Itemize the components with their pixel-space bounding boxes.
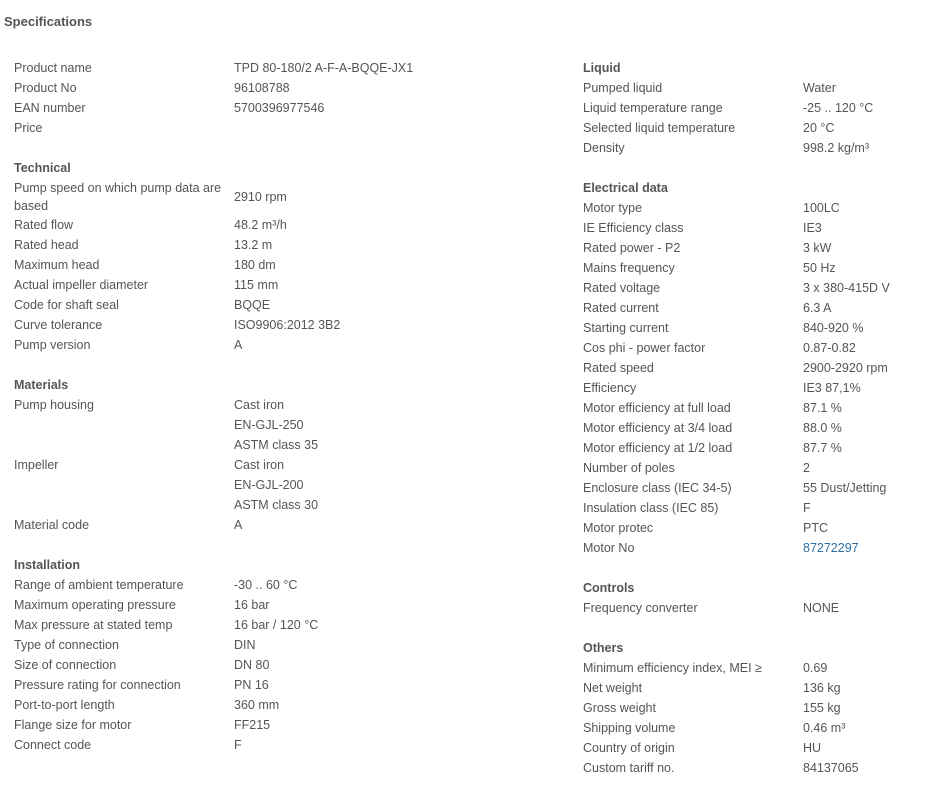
spec-row-enclosure-class-iec-34-5 [583, 478, 923, 498]
spec-value: EN-GJL-200 [234, 478, 304, 492]
spec-row-material-code [14, 515, 554, 535]
spec-label: EAN number [14, 101, 86, 115]
spec-label: Number of poles [583, 461, 675, 475]
spec-row-motor-protec [583, 518, 923, 538]
spec-label: Actual impeller diameter [14, 278, 149, 292]
spec-value: 840-920 % [803, 321, 864, 335]
spec-row-actual-impeller-diameter [14, 275, 554, 295]
spec-value: 100LC [803, 201, 840, 215]
spec-value: 2910 rpm [234, 189, 287, 204]
section-title: Electrical data [583, 181, 668, 195]
spec-value: ISO9906:2012 3B2 [234, 318, 341, 332]
spec-value: 50 Hz [803, 261, 836, 275]
spec-label [14, 415, 234, 435]
spec-label: Motor protec [583, 521, 654, 535]
spec-value: F [234, 738, 242, 752]
spec-row-pump-speed-on-which-pump-data-are-based [14, 178, 554, 215]
spec-label: Density [583, 141, 625, 155]
spec-row-selected-liquid-temperature [583, 118, 923, 138]
spec-value: PTC [803, 521, 828, 535]
spec-label: Custom tariff no. [583, 761, 675, 775]
spec-row-code-for-shaft-seal [14, 295, 554, 315]
spec-row-custom-tariff-no [583, 758, 923, 778]
spec-label: Shipping volume [583, 721, 676, 735]
spec-value: 6.3 A [803, 301, 832, 315]
spec-value: 3 x 380-415D V [803, 281, 890, 295]
spec-label: Insulation class (IEC 85) [583, 501, 719, 515]
spec-label: Rated voltage [583, 281, 661, 295]
spec-label: Frequency converter [583, 601, 698, 615]
spec-row-efficiency [583, 378, 923, 398]
spec-value: 136 kg [803, 681, 841, 695]
spec-value: 87.1 % [803, 401, 842, 415]
spec-value: 84137065 [803, 761, 859, 775]
spec-value: NONE [803, 601, 840, 615]
spec-row-maximum-head [14, 255, 554, 275]
spec-row-starting-current [583, 318, 923, 338]
spec-label: Country of origin [583, 741, 675, 755]
motor-no-link[interactable]: 87272297 [803, 541, 859, 555]
spec-row-connect-code [14, 735, 554, 755]
spec-label: Cos phi - power factor [583, 341, 706, 355]
spec-value: 3 kW [803, 241, 832, 255]
spec-label: Flange size for motor [14, 718, 132, 732]
spec-row-pressure-rating-for-connection [14, 675, 554, 695]
spec-row-frequency-converter [583, 598, 923, 618]
spec-label: IE Efficiency class [583, 221, 684, 235]
spec-row-product-name [14, 58, 554, 78]
spec-label [14, 435, 234, 455]
section-title: Others [583, 641, 624, 655]
spec-label: Motor efficiency at full load [583, 401, 731, 415]
page-title: Specifications [4, 14, 93, 29]
spec-row-motor-efficiency-at-3-4-load [583, 418, 923, 438]
spec-label: Product No [14, 81, 77, 95]
spec-row-rated-speed [583, 358, 923, 378]
spec-value: 16 bar [234, 598, 270, 612]
spec-row-price [14, 118, 554, 138]
spec-row-pump-housing [14, 435, 554, 455]
spec-value: 16 bar / 120 °C [234, 618, 319, 632]
spec-value: Cast iron [234, 458, 285, 472]
spec-row-rated-head [14, 235, 554, 255]
spec-label: Rated power - P2 [583, 241, 681, 255]
spec-row-country-of-origin [583, 738, 923, 758]
spec-row-motor-efficiency-at-1-2-load [583, 438, 923, 458]
spec-row-max-pressure-at-stated-temp [14, 615, 554, 635]
spec-label [14, 475, 234, 495]
spec-label: Rated flow [14, 218, 74, 232]
spec-row-density [583, 138, 923, 158]
spec-row-ie-efficiency-class [583, 218, 923, 238]
spec-row-pump-housing [14, 415, 554, 435]
spec-value: 48.2 m³/h [234, 218, 287, 232]
spec-label: Curve tolerance [14, 318, 103, 332]
spec-row-curve-tolerance [14, 315, 554, 335]
section-title: Technical [14, 161, 71, 175]
spec-row-product-no [14, 78, 554, 98]
spec-value: 5700396977546 [234, 101, 325, 115]
spec-value: F [803, 501, 811, 515]
spec-value [234, 118, 554, 138]
spec-value: 998.2 kg/m³ [803, 141, 870, 155]
spec-value: PN 16 [234, 678, 269, 692]
spec-label: Minimum efficiency index, MEI ≥ [583, 661, 762, 675]
spec-row-net-weight [583, 678, 923, 698]
spec-row-motor-no [583, 538, 923, 558]
spec-label: Rated speed [583, 361, 654, 375]
spec-label: Pumped liquid [583, 81, 663, 95]
spec-label: Starting current [583, 321, 669, 335]
spec-value: Water [803, 81, 836, 95]
spec-label: Efficiency [583, 381, 637, 395]
spec-label: Pump speed on which pump data are based [14, 181, 222, 213]
spec-label: Max pressure at stated temp [14, 618, 173, 632]
spec-value: 180 dm [234, 258, 276, 272]
spec-row-impeller [14, 455, 554, 475]
spec-value: 87.7 % [803, 441, 842, 455]
spec-value: ASTM class 35 [234, 438, 319, 452]
section-title: Materials [14, 378, 69, 392]
spec-row-cos-phi-power-factor [583, 338, 923, 358]
spec-label: Code for shaft seal [14, 298, 119, 312]
spec-label: Motor efficiency at 3/4 load [583, 421, 733, 435]
spec-label: Mains frequency [583, 261, 675, 275]
spec-label: Product name [14, 61, 92, 75]
spec-label: Motor efficiency at 1/2 load [583, 441, 733, 455]
spec-value: 115 mm [234, 278, 279, 292]
spec-value: DIN [234, 638, 256, 652]
spec-row-rated-current [583, 298, 923, 318]
spec-label: Range of ambient temperature [14, 578, 184, 592]
spec-row-impeller [14, 495, 554, 515]
spec-label: Pressure rating for connection [14, 678, 181, 692]
spec-label: Maximum operating pressure [14, 598, 176, 612]
section-product [14, 58, 554, 138]
section-liquid [583, 58, 923, 158]
spec-row-minimum-efficiency-index-mei [583, 658, 923, 678]
spec-value: 20 °C [803, 121, 835, 135]
left-column [14, 58, 554, 775]
spec-value: -30 .. 60 °C [234, 578, 298, 592]
section-title: Controls [583, 581, 635, 595]
spec-row-motor-efficiency-at-full-load [583, 398, 923, 418]
spec-row-rated-flow [14, 215, 554, 235]
spec-label: Size of connection [14, 658, 117, 672]
spec-value: IE3 [803, 221, 822, 235]
section-others [583, 638, 923, 778]
spec-row-rated-power-p2 [583, 238, 923, 258]
section-controls [583, 578, 923, 618]
spec-label: Pump housing [14, 398, 94, 412]
section-electrical-data [583, 178, 923, 558]
spec-value: EN-GJL-250 [234, 418, 304, 432]
spec-value: Cast iron [234, 398, 285, 412]
spec-value: 0.69 [803, 661, 828, 675]
spec-row-gross-weight [583, 698, 923, 718]
spec-row-liquid-temperature-range [583, 98, 923, 118]
spec-row-rated-voltage [583, 278, 923, 298]
spec-label: Liquid temperature range [583, 101, 723, 115]
spec-row-type-of-connection [14, 635, 554, 655]
spec-label: Rated current [583, 301, 659, 315]
spec-value: A [234, 338, 243, 352]
spec-label: Net weight [583, 681, 643, 695]
spec-row-pumped-liquid [583, 78, 923, 98]
spec-row-pump-version [14, 335, 554, 355]
spec-value: BQQE [234, 298, 271, 312]
spec-row-impeller [14, 475, 554, 495]
spec-row-shipping-volume [583, 718, 923, 738]
spec-label: Material code [14, 518, 90, 532]
spec-value: FF215 [234, 718, 271, 732]
spec-value: TPD 80-180/2 A-F-A-BQQE-JX1 [234, 61, 414, 75]
spec-label: Motor type [583, 201, 643, 215]
spec-value: 0.46 m³ [803, 721, 846, 735]
spec-value: 155 kg [803, 701, 841, 715]
spec-value: 88.0 % [803, 421, 842, 435]
spec-label: Connect code [14, 738, 92, 752]
spec-label: Selected liquid temperature [583, 121, 736, 135]
spec-value: 2900-2920 rpm [803, 361, 888, 375]
spec-row-size-of-connection [14, 655, 554, 675]
spec-label [14, 495, 234, 515]
section-materials [14, 375, 554, 535]
spec-label: Type of connection [14, 638, 119, 652]
spec-value: 360 mm [234, 698, 280, 712]
spec-row-insulation-class-iec-85 [583, 498, 923, 518]
spec-value: 96108788 [234, 81, 290, 95]
spec-value: 55 Dust/Jetting [803, 481, 887, 495]
spec-row-maximum-operating-pressure [14, 595, 554, 615]
spec-row-pump-housing [14, 395, 554, 415]
spec-row-number-of-poles [583, 458, 923, 478]
spec-label: Impeller [14, 458, 59, 472]
section-title: Liquid [583, 61, 621, 75]
spec-label: Maximum head [14, 258, 100, 272]
spec-value: ASTM class 30 [234, 498, 319, 512]
spec-label: Price [14, 121, 43, 135]
spec-label: Port-to-port length [14, 698, 115, 712]
section-installation [14, 555, 554, 755]
spec-label: Motor No [583, 541, 635, 555]
section-title: Installation [14, 558, 80, 572]
spec-value: 2 [803, 461, 810, 475]
spec-value: A [234, 518, 243, 532]
right-column [583, 58, 923, 798]
spec-value: DN 80 [234, 658, 270, 672]
spec-value: HU [803, 741, 822, 755]
section-technical [14, 158, 554, 355]
spec-row-ean-number [14, 98, 554, 118]
spec-value: 0.87-0.82 [803, 341, 856, 355]
spec-row-motor-type [583, 198, 923, 218]
spec-label: Enclosure class (IEC 34-5) [583, 481, 732, 495]
spec-value: 13.2 m [234, 238, 273, 252]
spec-row-flange-size-for-motor [14, 715, 554, 735]
spec-row-range-of-ambient-temperature [14, 575, 554, 595]
spec-row-mains-frequency [583, 258, 923, 278]
spec-row-port-to-port-length [14, 695, 554, 715]
spec-value: -25 .. 120 °C [803, 101, 874, 115]
spec-label: Rated head [14, 238, 79, 252]
spec-label: Pump version [14, 338, 91, 352]
spec-value: IE3 87,1% [803, 381, 861, 395]
spec-label: Gross weight [583, 701, 656, 715]
